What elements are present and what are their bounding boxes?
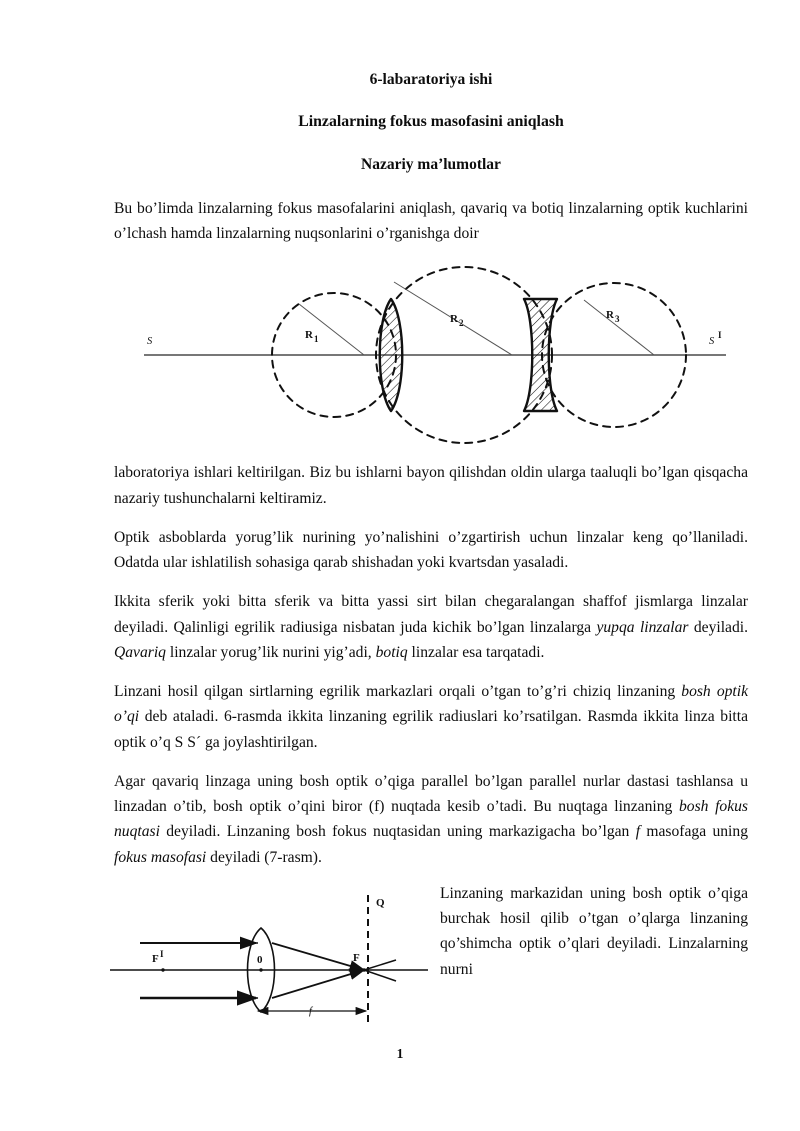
figure2-label-focal-length: f	[309, 1005, 312, 1017]
p4-italic-3: botiq	[375, 643, 408, 661]
p6-italic-3: fokus masofasi	[114, 848, 207, 866]
figure2-label-focus-f: F	[353, 951, 360, 964]
figure1-label-r2	[450, 313, 464, 328]
title-block	[114, 0, 748, 175]
svg-text:F: F	[152, 952, 159, 965]
refracted-ray-top	[272, 943, 364, 970]
p4-text-a: Ikkita sferik yoki bitta sferik va bitta yassi sirt bilan chegaralangan shaffof jismlarga linzalar deyiladi. Qalinligi egrilik radiusiga nisbatan juda kichik bo’lgan linzalarga	[114, 593, 748, 636]
p4-text-b: deyiladi.	[688, 618, 748, 636]
radius-line-3	[584, 300, 654, 355]
figure-1-svg	[114, 260, 748, 450]
point-f-left	[161, 968, 164, 971]
figure1-label-s-right	[709, 330, 722, 347]
paragraph-1: Bu bo’limda linzalarning fokus masofalarini aniqlash, qavariq va botiq linzalarning optik kuchlarini o’lchash hamda linzalarning nuqsonlarini o’rganishga doir	[114, 199, 748, 243]
figure2-label-f-left	[152, 949, 164, 965]
p6-italic-1: bosh fokus nuqtasi	[114, 798, 749, 841]
figure-2-svg	[106, 881, 436, 1031]
svg-text:1: 1	[314, 334, 319, 345]
figure1-label-r1	[305, 329, 319, 344]
paragraph-2: laboratoriya ishlari keltirilgan. Biz bu ishlarni bayon qilishdan oldin ularga taaluqli bo’lgan qisqacha nazariy tushunchalarni keltiramiz.	[114, 464, 748, 507]
svg-text:I: I	[160, 948, 164, 959]
document-subtitle: Linzalarning fokus masofasini aniqlash	[298, 113, 564, 131]
paragraph-5	[114, 679, 748, 755]
figure1-label-r3	[606, 309, 620, 324]
paragraph-4	[114, 589, 748, 665]
document-content	[114, 0, 749, 1017]
svg-text:3: 3	[615, 314, 620, 325]
figure-focal-length	[106, 881, 436, 1031]
page-title: 6-labaratoriya ishi	[369, 71, 493, 88]
figure-lens-radii	[114, 260, 748, 450]
svg-text:R: R	[305, 329, 313, 342]
page-number: 1	[396, 1046, 404, 1061]
bottom-block	[114, 881, 748, 1017]
svg-text:S: S	[147, 336, 153, 348]
right-text-column	[440, 881, 748, 982]
p5-italic-1: bosh optik o’qi	[114, 683, 748, 726]
refracted-ray-bottom	[272, 970, 364, 998]
paragraph-3: Optik asboblarda yorug’lik nurining yo’nalishini o’zgartirish uchun linzalar keng qo’llaniladi. Odatda ular ishlatilish sohasiga qarab shishadan yoki kvartsdan yasaladi.	[114, 528, 748, 572]
figure1-label-s-left	[147, 336, 153, 347]
p4-italic-2: Qavariq	[114, 643, 166, 661]
section-heading: Nazariy ma’lumotlar	[361, 155, 501, 173]
svg-text:2: 2	[459, 318, 464, 329]
p4-text-c: linzalar yorug’lik nurini yig’adi,	[165, 643, 376, 661]
point-o-center	[259, 968, 262, 971]
p5-text-b: deb ataladi. 6-rasmda ikkita linzaning egrilik radiuslari ko’rsatilgan. Rasmda ikkita linza bitta optik o’q S S´ ga joylashtirilgan.	[114, 708, 748, 751]
p5-text-a: Linzani hosil qilgan sirtlarning egrilik markazlari orqali o’tgan to’g’ri chiziq linzaning	[114, 683, 682, 701]
convex-lens-shape	[380, 299, 403, 411]
svg-text:R: R	[606, 309, 614, 322]
paragraph-7: Linzaning markazidan uning bosh optik o’qiga burchak hosil qilib o’tgan o’qlarga linzaning qo’shimcha optik o’qlari deyiladi. Linzalarning nurni	[440, 884, 748, 978]
p6-italic-2: f	[635, 823, 641, 841]
paragraph-6	[114, 769, 748, 870]
svg-text:S: S	[709, 336, 715, 348]
p6-text-d: deyiladi (7-rasm).	[206, 848, 322, 866]
svg-text:R: R	[450, 313, 458, 326]
p6-text-a: Agar qavariq linzaga uning bosh optik o’qiga parallel bo’lgan parallel nurlar dastasi tashlansa u linzadan o’tib, bosh optik o’qini biror (f) nuqtada kesib o’tadi. Bu nuqtaga linzaning	[114, 772, 748, 816]
figure2-label-screen-q: Q	[376, 896, 385, 909]
figure2-label-center-o: 0	[257, 953, 263, 966]
svg-text:I: I	[718, 330, 722, 341]
point-f-focus	[362, 968, 366, 972]
p6-text-b: deyiladi. Linzaning bosh fokus nuqtasidan uning markazigacha bo’lgan	[159, 823, 636, 841]
p6-text-c: masofaga uning	[640, 823, 748, 841]
p4-italic-1: yupqa linzalar	[596, 618, 689, 636]
p4-text-d: linzalar esa tarqatadi.	[407, 643, 545, 661]
